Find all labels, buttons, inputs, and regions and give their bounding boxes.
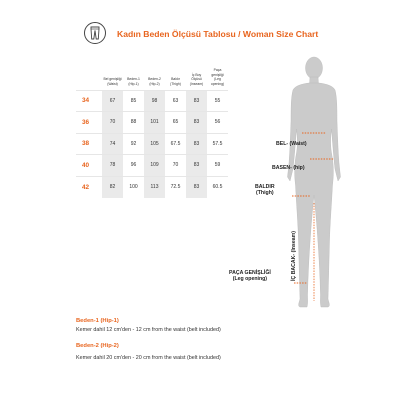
hip2-note-text: Kemer dahil 20 cm'den - 20 cm from the waist (belt included) (76, 355, 221, 361)
table-cell: 100 (123, 176, 144, 198)
table-row (76, 133, 228, 155)
table-cell: 92 (123, 133, 144, 155)
inseam-label: İÇ BACAK- (Inseam) (290, 231, 297, 281)
table-cell: 83 (186, 112, 207, 134)
table-cell: 57.5 (207, 133, 228, 155)
table-cell: 65 (165, 112, 186, 134)
hip2-note-title: Beden-2 (Hip-2) (76, 343, 119, 349)
table-cell: 96 (123, 155, 144, 177)
body-silhouette-figure (270, 55, 358, 317)
table-cell: 109 (144, 155, 165, 177)
table-cell: 101 (144, 112, 165, 134)
table-cell: 88 (123, 112, 144, 134)
table-cell: 70 (102, 112, 123, 134)
table-row (76, 155, 228, 177)
table-cell: 67.5 (165, 133, 186, 155)
table-cell: 70 (165, 155, 186, 177)
size-chart-table (76, 64, 228, 198)
hip1-note-text: Kemer dahil 12 cm'den - 12 cm from the waist (belt included) (76, 327, 221, 333)
table-cell: 113 (144, 176, 165, 198)
size-column-header (76, 64, 102, 90)
table-cell: 67 (102, 90, 123, 112)
table-cell: 74 (102, 133, 123, 155)
table-cell: 83 (186, 90, 207, 112)
column-header: Paça genişliği (Leg opening) (207, 64, 228, 90)
size-cell: 40 (76, 155, 102, 177)
size-cell: 42 (76, 176, 102, 198)
table-row (76, 112, 228, 134)
trousers-icon (90, 26, 100, 40)
table-row (76, 90, 228, 112)
leg-opening-label: PAÇA GENİŞLİĞİ (Leg opening) (229, 270, 271, 282)
table-cell: 72.5 (165, 176, 186, 198)
table-row (76, 176, 228, 198)
size-cell: 34 (76, 90, 102, 112)
table-cell: 83 (186, 133, 207, 155)
table-cell: 105 (144, 133, 165, 155)
table-cell: 83 (186, 176, 207, 198)
column-header: Beden-1 (Hip-1) (123, 64, 144, 90)
table-cell: 63 (165, 90, 186, 112)
column-header: Bel genişliği (Waist) (102, 64, 123, 90)
hip1-note-title: Beden-1 (Hip-1) (76, 318, 119, 324)
table-cell: 56 (207, 112, 228, 134)
table-cell: 59 (207, 155, 228, 177)
size-chart-table-wrapper (76, 64, 228, 198)
table-cell: 98 (144, 90, 165, 112)
column-header: Baldır (Thigh) (165, 64, 186, 90)
thigh-label: BALDIR (Thigh) (255, 184, 275, 196)
table-cell: 78 (102, 155, 123, 177)
column-header: İç Boy Ölçüsü (Inseam) (186, 64, 207, 90)
table-header-row (76, 64, 228, 90)
trousers-logo-badge (84, 22, 106, 44)
table-cell: 85 (123, 90, 144, 112)
table-cell: 55 (207, 90, 228, 112)
table-cell: 83 (186, 155, 207, 177)
table-cell: 60.5 (207, 176, 228, 198)
size-cell: 36 (76, 112, 102, 134)
table-cell: 82 (102, 176, 123, 198)
hip-label: BASEN- (hip) (272, 165, 305, 171)
waist-label: BEL- (Waist) (276, 141, 307, 147)
page-title: Kadın Beden Ölçüsü Tablosu / Woman Size Chart (117, 29, 319, 39)
column-header: Beden-2 (Hip-2) (144, 64, 165, 90)
size-cell: 38 (76, 133, 102, 155)
